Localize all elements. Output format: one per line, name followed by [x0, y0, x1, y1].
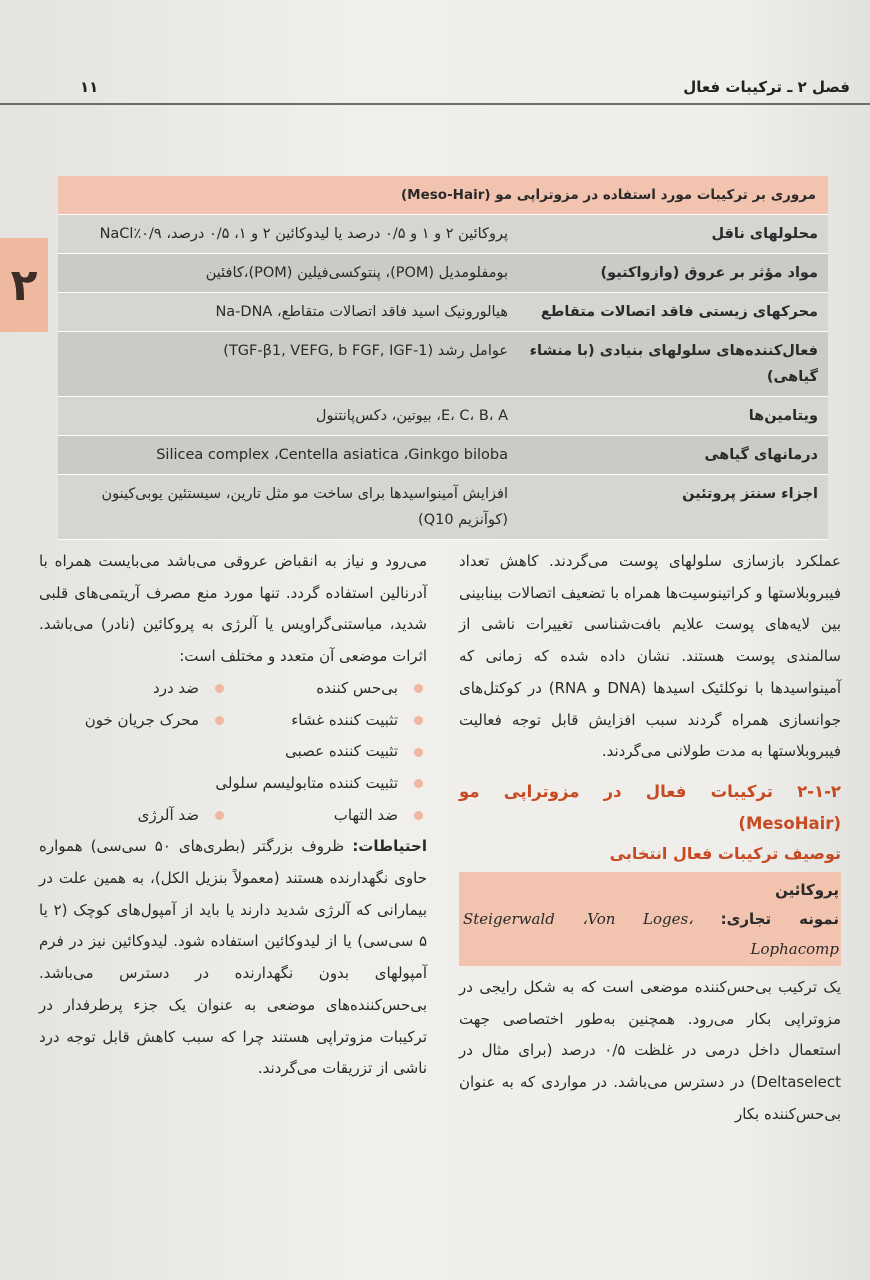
bullet-icon: [215, 716, 224, 725]
row-label: مواد مؤثر بر عروق (وازواکتیو): [518, 254, 828, 293]
section-heading: ۲-۱-۲ ترکیبات فعال در مزوتراپی مو (MesoHair): [459, 781, 841, 833]
precautions-text: ظروف بزرگتر (بطری‌های ۵۰ سی‌سی) همواره حاوی نگهدارنده هستند (معمولاً بنزیل الکل)، به همین علت در بیمارانی که آلرژی شدید دارند یا باید از آمپول‌های کوچک (۲ یا ۵ سی‌سی) یا از لیدوکائین استفاده شود. لیدوکائین نیز در فرم آمپولهای بدون نگهدارنده در دسترس می‌باشد. بی‌حس‌کننده‌های موضعی به عنوان یک جزء پرطرفدار در ترکیبات مزوتراپی هستند چرا که سبب کاهش قابل توجه درد ناشی از تزریقات می‌گردند.: [39, 837, 428, 1078]
list-item: ضد التهاب: [238, 800, 427, 832]
body-paragraph: می‌رود و نیاز به انقباض عروقی می‌باشد می‌بایست همراه با آدرنالین استفاده گردد. تنها مورد منع مصرف آریتمی‌های قلبی شدید، میاستنی‌گراویس یا آلرژی به پروکائین (نادر) می‌باشد. اثرات موضعی آن متعدد و مختلف است:: [39, 552, 427, 666]
table-row: [58, 397, 828, 436]
header-rule: [0, 103, 870, 105]
row-label: محرکهای زیستی فاقد اتصالات متقاطع: [518, 293, 828, 332]
brands-label: نمونه تجاری:: [720, 909, 839, 928]
bullet-icon: [414, 779, 423, 788]
body-paragraph: یک ترکیب بی‌حس‌کننده موضعی است که به شکل رایجی در مزوتراپی بکار می‌رود. همچنین به‌طور اختصاصی جهت استعمال داخل درمی در غلظت ۰/۵ درصد (برای مثال در Deltaselect) در دسترس می‌باشد. در مواردی که به عنوان بی‌حس‌کننده بکار: [459, 977, 841, 1123]
sub-heading: توصیف ترکیبات فعال انتخابی: [609, 843, 841, 863]
running-header: [60, 72, 850, 102]
bullet-icon: [414, 684, 423, 693]
list-item: تثبیت کننده غشاء: [238, 705, 427, 737]
box-title: پروکائین: [775, 880, 839, 899]
row-value: بومفلومدیل (POM)، پنتوکسی‌فیلین (POM)،کافئین: [58, 254, 518, 293]
page-number: ۱۱: [80, 78, 99, 96]
list-item: تثبیت کننده متابولیسم سلولی: [39, 768, 427, 800]
right-column: [459, 546, 841, 1130]
row-value: عوامل رشد (TGF-β1, VEFG, b FGF, IGF-1): [58, 332, 518, 397]
brands-list: Steigerwald ،Von Loges، Lophacomp: [463, 909, 839, 958]
row-value: Silicea complex ،Centella asiatica ،Ginkgo biloba: [58, 436, 518, 475]
precautions-paragraph: [39, 831, 427, 1085]
bullet-icon: [215, 684, 224, 693]
row-label: فعال‌کننده‌های سلولهای بنیادی (با منشاء گیاهی): [518, 332, 828, 397]
table-row: [58, 332, 828, 397]
chapter-title: فصل ۲ ـ ترکیبات فعال: [683, 78, 850, 96]
meso-hair-table: [58, 176, 828, 540]
bullet-icon: [414, 716, 423, 725]
left-column: [39, 546, 427, 1085]
box-brands: [463, 904, 839, 964]
row-label: اجزاء سنتز پروتئین: [518, 475, 828, 540]
row-label: ویتامین‌ها: [518, 397, 828, 436]
bullet-icon: [414, 748, 423, 757]
table-row: [58, 436, 828, 475]
bullet-icon: [414, 811, 423, 820]
table-row: [58, 215, 828, 254]
body-paragraph: عملکرد بازسازی سلولهای پوست می‌گردند. کاهش تعداد فیبروبلاستها و کراتینوسیت‌ها همراه با تضعیف اتصالات بینابینی بین لایه‌های پوست علایم بافت‌شناسی تغییرات ناشی از سالمندی پوست هستند. نشان داده شده که زمانی که آمینواسیدها با نوکلئیک اسیدها (DNA و RNA) در کوکتل‌های جوانسازی همراه گردند سبب افزایش قابل توجه فعالیت فیبروبلاستها به مدت طولانی می‌گردند.: [459, 552, 842, 761]
bullet-icon: [215, 811, 224, 820]
list-item: محرک جریان خون: [39, 705, 228, 737]
list-item: تثبیت کننده عصبی: [39, 736, 427, 768]
row-value: E، C، B، A، بیوتین، دکس‌پانتنول: [58, 397, 518, 436]
chapter-tab: ۲: [0, 238, 48, 332]
row-value: افزایش آمینواسیدها برای ساخت مو مثل تارین، سیستئین یوبی‌کینون (کوآنزیم Q10): [58, 475, 518, 540]
list-item: بی‌حس کننده: [238, 673, 427, 705]
precautions-label: احتیاطات:: [352, 837, 427, 856]
table-row: [58, 254, 828, 293]
table-row: [58, 293, 828, 332]
list-item: ضد درد: [39, 673, 228, 705]
list-item: ضد آلرژی: [39, 800, 228, 832]
procaine-box: [459, 872, 841, 966]
effects-list: [39, 673, 427, 832]
row-value: پروکائین ۲ و ۱ و ۰/۵ درصد یا لیدوکائین ۲ و ۱، ۰/۵ درصد، NaCl٪۰/۹: [58, 215, 518, 254]
row-label: درمانهای گیاهی: [518, 436, 828, 475]
row-label: محلولهای ناقل: [518, 215, 828, 254]
row-value: هیالورونیک اسید فاقد اتصالات متقاطع، Na-DNA: [58, 293, 518, 332]
table-caption: مروری بر ترکیبات مورد استفاده در مزوتراپی مو (Meso-Hair): [58, 176, 828, 215]
table-row: [58, 475, 828, 540]
